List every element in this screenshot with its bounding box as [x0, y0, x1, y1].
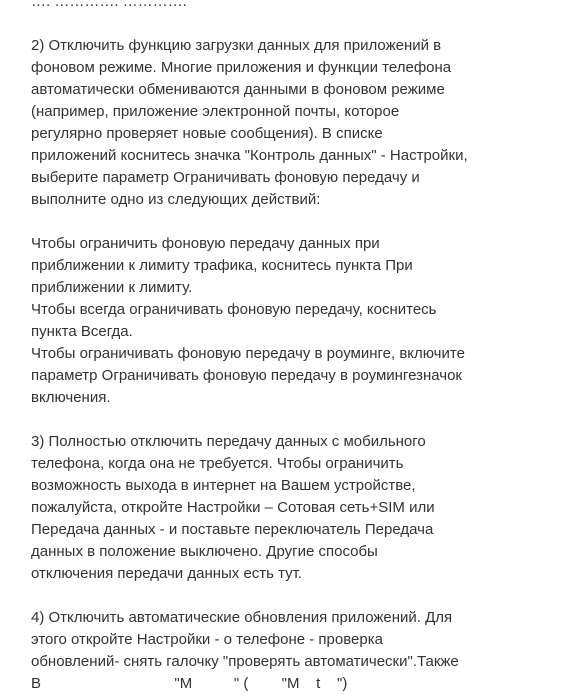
text-line: отключения передачи данных есть тут. — [31, 565, 303, 582]
text-line: выберите параметр Ограничивать фоновую передачу и — [31, 169, 420, 186]
text-line: пункта Всегда. — [31, 323, 133, 340]
text-line: телефона, когда она не требуется. Чтобы ограничить — [31, 455, 404, 472]
text-line: Передача данных - и поставьте переключатель Передача — [31, 521, 434, 538]
text-line: (например, приложение электронной почты, которое — [31, 103, 400, 120]
blank-line — [31, 211, 551, 233]
text-line: данных в положение выключено. Другие способы — [31, 543, 378, 560]
text-line: фоновом режиме. Многие приложения и функции телефона — [31, 59, 452, 76]
text-line: …. …………. …………. — [31, 0, 187, 10]
text-line: выполните одно из следующих действий: — [31, 191, 321, 208]
document-body — [31, 0, 551, 695]
text-line: 2) Отключить функцию загрузки данных для приложений в — [31, 37, 442, 54]
text-line: этого откройте Настройки - о телефоне - проверка — [31, 631, 383, 648]
text-line: Чтобы ограничивать фоновую передачу в роуминге, включите — [31, 345, 465, 362]
blank-line — [31, 13, 551, 35]
text-line: В "М " ( "M t ") — [31, 675, 348, 692]
text-line: приложений коснитесь значка "Контроль данных" - Настройки, — [31, 147, 468, 164]
text-line: автоматически обмениваются данными в фоновом режиме — [31, 81, 445, 98]
text-line: параметр Ограничивать фоновую передачу в роумингезначок — [31, 367, 462, 384]
text-line: приближении к лимиту трафика, коснитесь пункта При — [31, 257, 413, 274]
text-line: регулярно проверяет новые сообщения). В списке — [31, 125, 383, 142]
text-line: приближении к лимиту. — [31, 279, 193, 296]
blank-line — [31, 585, 551, 607]
text-line: Чтобы ограничить фоновую передачу данных при — [31, 235, 380, 252]
text-line: возможность выхода в интернет на Вашем устройстве, — [31, 477, 416, 494]
text-line: 4) Отключить автоматические обновления приложений. Для — [31, 609, 453, 626]
text-line: включения. — [31, 389, 111, 406]
text-line: обновлений- снять галочку "проверять автоматически".Также — [31, 653, 459, 670]
text-line: 3) Полностью отключить передачу данных с мобильного — [31, 433, 426, 450]
text-line: Чтобы всегда ограничивать фоновую передачу, коснитесь — [31, 301, 437, 318]
blank-line — [31, 409, 551, 431]
text-line: пожалуйста, откройте Настройки – Сотовая сеть+SIM или — [31, 499, 435, 516]
